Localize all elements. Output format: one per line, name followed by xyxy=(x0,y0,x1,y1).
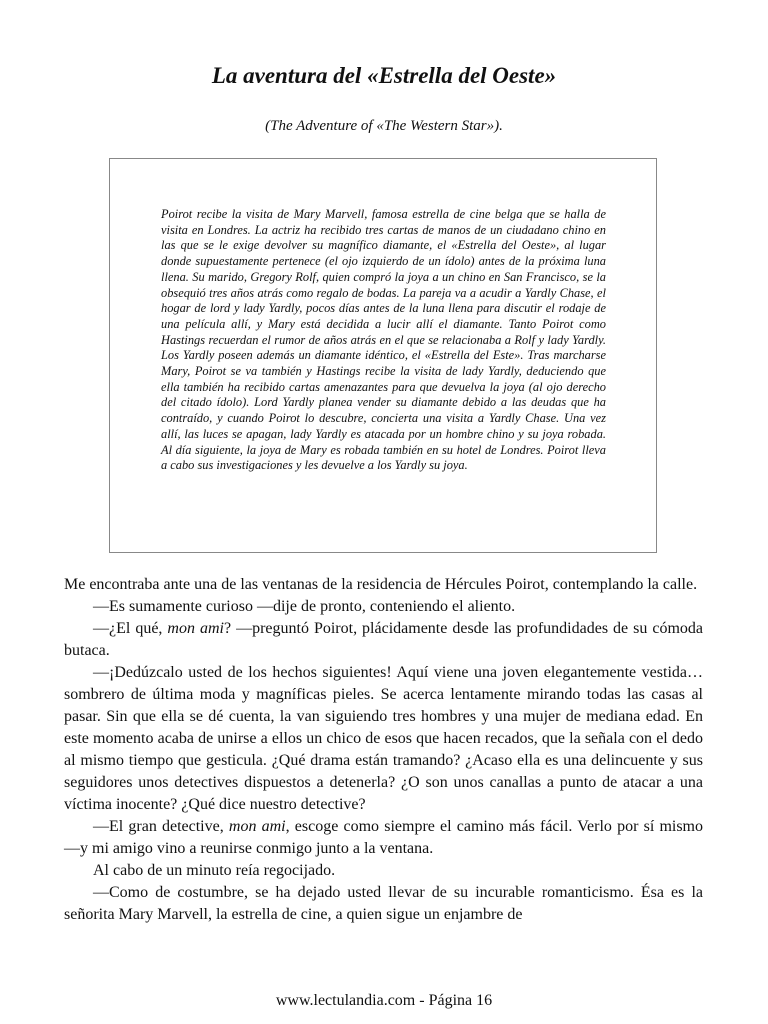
paragraph: Al cabo de un minuto reía regocijado. xyxy=(93,862,336,879)
paragraph-text: —¿El qué, xyxy=(93,620,168,637)
emphasis-text: mon ami xyxy=(228,818,286,835)
paragraph: —¡Dedúzcalo usted de los hechos siguientes! Aquí viene una joven elegantemente vestida… sombrero de última moda y magníficas pieles. Se acerca lentamente mirando todas las casas al pasar. Sin que ella se dé cuenta, la van siguiendo tres hombres y una mujer de mediana edad. En este momento acaba de unirse a ellos un chico de esos que hacen recados, que la señala con el dedo al mismo tiempo que gesticula. ¿Qué drama están tramando? ¿Acaso ella es una delincuente y sus seguidores unos detectives dispuestos a detenerla? ¿O son unos canallas a punto de atacar a una víctima inocente? ¿Qué dice nuestro detective? xyxy=(64,664,703,813)
page-footer: www.lectulandia.com - Página 16 xyxy=(275,992,493,1009)
paragraph xyxy=(64,816,703,860)
chapter-title: La aventura del «Estrella del Oeste» xyxy=(211,63,557,88)
paragraph-text: , escoge como siempre el camino más fácil. Verlo por sí mismo —y mi amigo vino a reunirse conmigo junto a la ventana. xyxy=(64,818,704,857)
paragraph-text: —El gran detective, xyxy=(93,818,229,835)
paragraph: Me encontraba ante una de las ventanas de la residencia de Hércules Poirot, contemplando la calle. xyxy=(64,576,698,593)
synopsis-text: Poirot recibe la visita de Mary Marvell, famosa estrella de cine belga que se halla de visita en Londres. La actriz ha recibido tres cartas de manos de un ciudadano chino en las que se le exige devolver su magnífico diamante, el «Estrella del Oeste», al lugar donde supuestamente pertenece (el ojo izquierdo de un ídolo) antes de la próxima luna llena. Su marido, Gregory Rolf, quien compró la joya a un chino en San Francisco, se la obsequió tres años atrás como regalo de bodas. La pareja va a acudir a Yardly Chase, el hogar de lord y lady Yardly, pocos días antes de la luna llena para discutir el rodaje de una película allí, y Mary está decidida a lucir allí el diamante. Tanto Poirot como Hastings recuerdan el rumor de años atrás en el que se relacionaba a Rolf y lady Yardly. Los Yardly poseen además un diamante idéntico, el «Estrella del Este». Tras marcharse Mary, Poirot se va también y Hastings recibe la visita de lady Yardly, deduciendo que ella también ha recibido cartas amenazantes para que devuelva la joya (al ojo derecho del citado ídolo). Lord Yardly planea vender su diamante debido a las deudas que ha contraído, y cuando Poirot lo descubre, concierta una visita a Yardly Chase. Una vez allí, las luces se apagan, lady Yardly es atacada por un hombre chino y su joya robada. Al día siguiente, la joya de Mary es robada también en su hotel de Londres. Poirot lleva a cabo sus investigaciones y les devuelve a los Yardly su joya. xyxy=(161,207,606,473)
paragraph-text: ? —preguntó Poirot, plácidamente desde las profundidades de su cómoda butaca. xyxy=(64,620,704,659)
paragraph: —Es sumamente curioso —dije de pronto, conteniendo el aliento. xyxy=(93,598,516,615)
paragraph xyxy=(64,618,703,662)
synopsis-box xyxy=(109,158,657,553)
emphasis-text: mon ami xyxy=(167,620,224,637)
paragraph: —Como de costumbre, se ha dejado usted llevar de su incurable romanticismo. Ésa es la señorita Mary Marvell, la estrella de cine, a quien sigue un enjambre de xyxy=(64,884,703,923)
body-text xyxy=(64,574,703,926)
chapter-subtitle: (The Adventure of «The Western Star»). xyxy=(265,118,503,134)
